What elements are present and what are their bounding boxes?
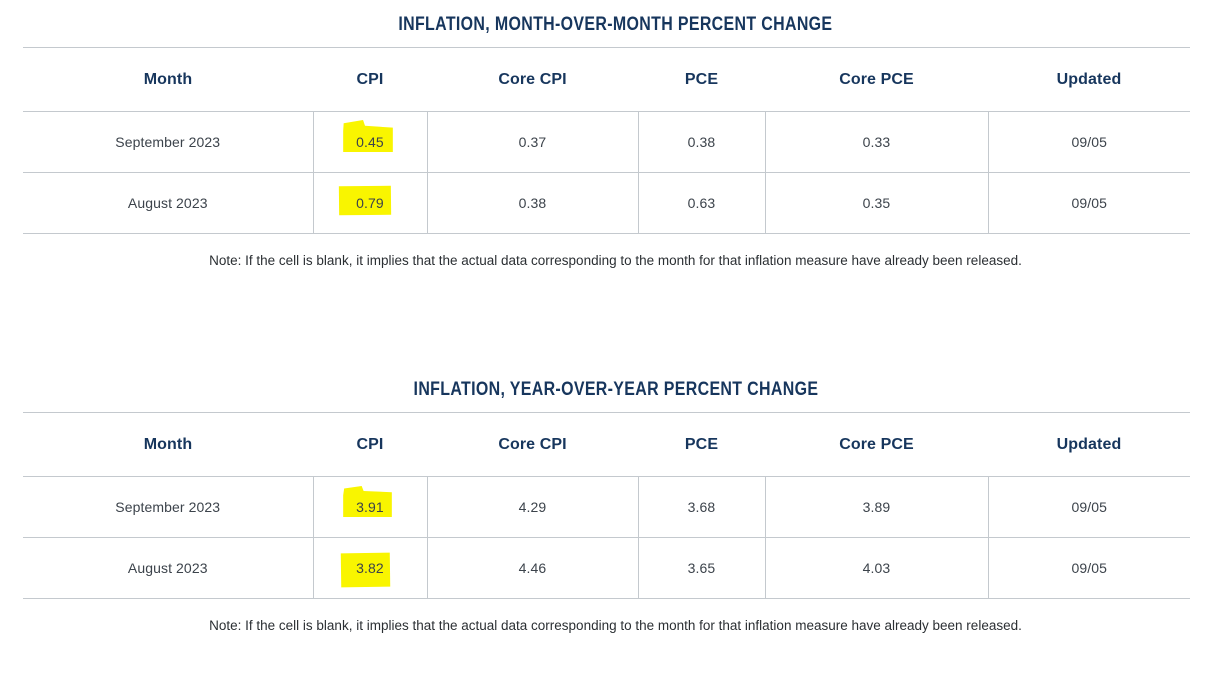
highlighted-value: 3.91 [356, 499, 384, 515]
cell-cpi [313, 477, 427, 538]
column-header-core-pce: Core PCE [765, 48, 988, 112]
highlighted-value: 0.79 [356, 195, 384, 211]
table-row-august-2023 [23, 173, 1190, 234]
mom-inflation-section [0, 14, 1231, 269]
cell-core-cpi: 0.38 [427, 173, 638, 234]
cell-pce: 3.65 [638, 538, 765, 599]
cell-core-pce: 0.35 [765, 173, 988, 234]
cell-pce: 0.63 [638, 173, 765, 234]
cell-updated: 09/05 [988, 112, 1190, 173]
cell-cpi [313, 173, 427, 234]
column-header-cpi: CPI [313, 413, 427, 477]
yoy-inflation-table [23, 412, 1190, 599]
cell-cpi [313, 538, 427, 599]
column-header-pce: PCE [638, 413, 765, 477]
yoy-table-note: Note: If the cell is blank, it implies that the actual data corresponding to the month for that inflation measure have already been released. [209, 618, 1022, 633]
cell-month: September 2023 [23, 112, 313, 173]
header-row [23, 413, 1190, 477]
cell-core-pce: 0.33 [765, 112, 988, 173]
cell-core-cpi: 4.29 [427, 477, 638, 538]
cell-pce: 0.38 [638, 112, 765, 173]
cell-core-cpi: 0.37 [427, 112, 638, 173]
cell-month: September 2023 [23, 477, 313, 538]
cell-updated: 09/05 [988, 477, 1190, 538]
cell-month: August 2023 [23, 538, 313, 599]
cell-core-pce: 4.03 [765, 538, 988, 599]
highlighted-value: 3.82 [356, 560, 384, 576]
cell-updated: 09/05 [988, 173, 1190, 234]
mom-table-body [23, 112, 1190, 234]
header-row [23, 48, 1190, 112]
cell-core-pce: 3.89 [765, 477, 988, 538]
table-row-august-2023 [23, 538, 1190, 599]
cell-month: August 2023 [23, 173, 313, 234]
yoy-table-title [0, 379, 1231, 401]
table-row-september-2023 [23, 112, 1190, 173]
yoy-table-title-text: INFLATION, YEAR-OVER-YEAR PERCENT CHANGE [413, 379, 818, 400]
table-row-september-2023 [23, 477, 1190, 538]
column-header-updated: Updated [988, 48, 1190, 112]
yoy-inflation-section [0, 379, 1231, 634]
column-header-core-cpi: Core CPI [427, 413, 638, 477]
mom-table-note: Note: If the cell is blank, it implies that the actual data corresponding to the month for that inflation measure have already been released. [209, 253, 1022, 268]
mom-table-title [0, 14, 1231, 36]
mom-inflation-table [23, 47, 1190, 234]
column-header-pce: PCE [638, 48, 765, 112]
cell-cpi [313, 112, 427, 173]
column-header-month: Month [23, 48, 313, 112]
column-header-month: Month [23, 413, 313, 477]
column-header-core-cpi: Core CPI [427, 48, 638, 112]
cell-core-cpi: 4.46 [427, 538, 638, 599]
cell-updated: 09/05 [988, 538, 1190, 599]
mom-table-header [23, 48, 1190, 112]
column-header-updated: Updated [988, 413, 1190, 477]
column-header-cpi: CPI [313, 48, 427, 112]
cell-pce: 3.68 [638, 477, 765, 538]
yoy-table-body [23, 477, 1190, 599]
mom-table-title-text: INFLATION, MONTH-OVER-MONTH PERCENT CHANGE [398, 14, 833, 35]
column-header-core-pce: Core PCE [765, 413, 988, 477]
highlighted-value: 0.45 [356, 134, 384, 150]
yoy-table-header [23, 413, 1190, 477]
